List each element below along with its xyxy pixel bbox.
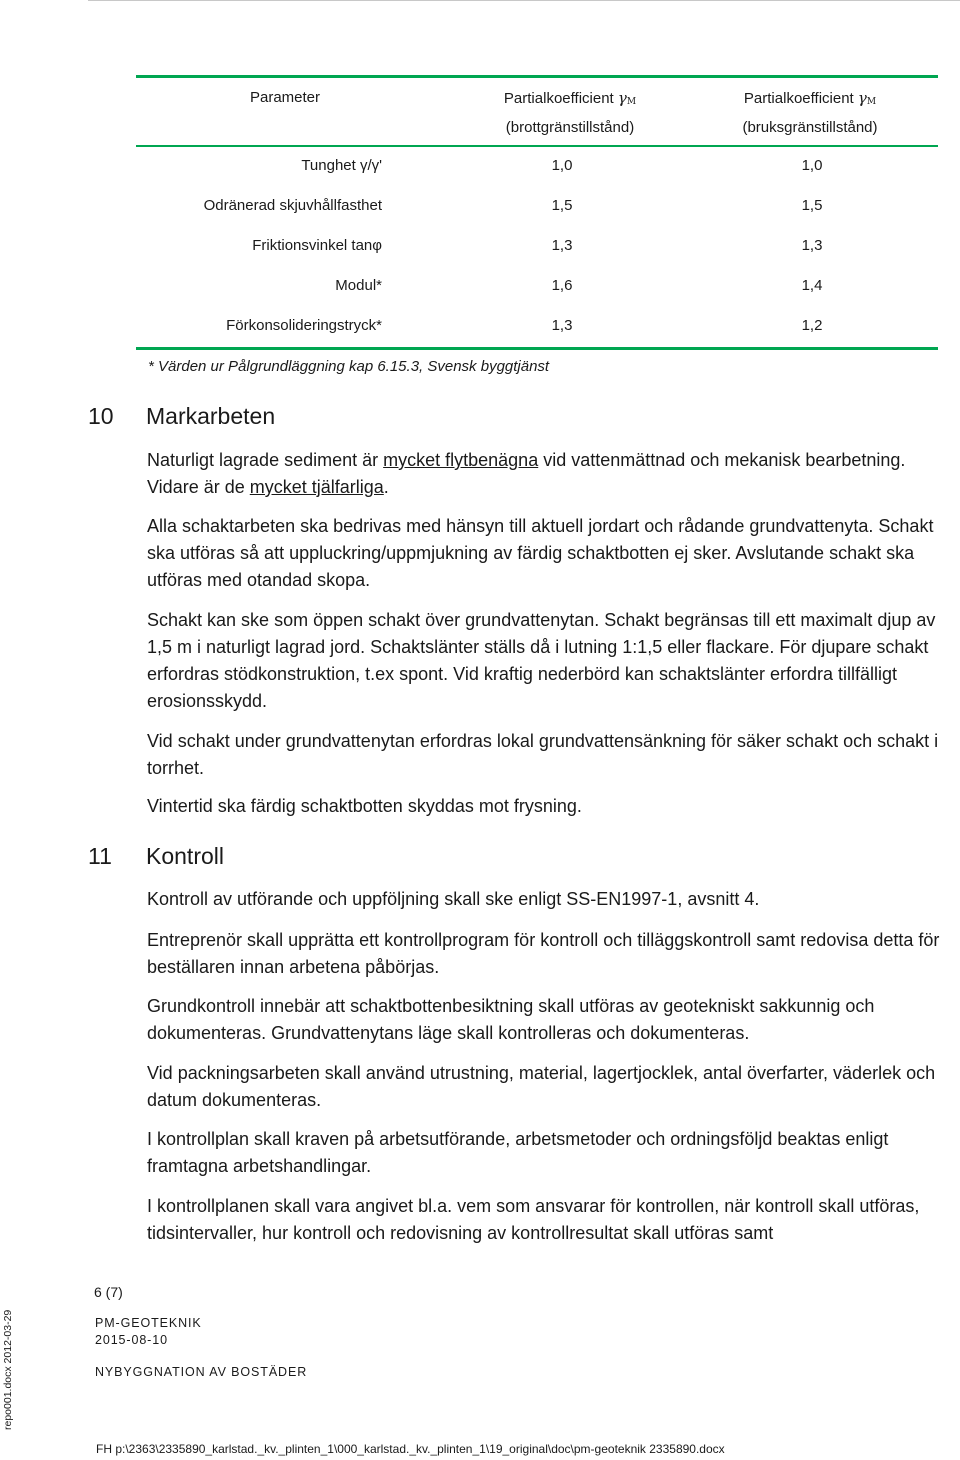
- table-header-rule: [136, 145, 938, 147]
- section-11-paragraph-3: Grundkontroll innebär att schaktbottenbesiktning skall utföras av geotekniskt sakkunnig och dokumenteras. Grundvattenytans läge skall kontrolleras och dokumenteras.: [147, 996, 875, 1043]
- header-col1-sublabel: (brottgränstillstånd): [505, 119, 635, 136]
- section-10-paragraph-4: Vid schakt under grundvattenytan erfordras lokal grundvattensänkning för säker schakt och schakt i torrhet.: [147, 731, 939, 778]
- emphasis-flow: mycket flytbenägna: [383, 450, 539, 470]
- table-bottom-border: [136, 347, 938, 350]
- header-col2-label: Partialkoefficient: [743, 90, 854, 107]
- section-10-number: 10: [88, 403, 114, 429]
- header-col2-sublabel: (bruksgränstillstånd): [742, 119, 878, 136]
- section-11-paragraph-2: Entreprenör skall upprätta ett kontrollprogram för kontroll och tilläggskontroll samt redovisa detta för beställaren innan arbetena påbörjas.: [147, 930, 940, 977]
- top-rule: [88, 0, 960, 1]
- table-row: Förkonsolideringstryck* 1,3 1,2: [226, 317, 823, 334]
- section-11-paragraph-5: I kontrollplan skall kraven på arbetsutförande, arbetsmetoder och ordningsföljd beaktas enligt framtagna arbetshandlingar.: [147, 1129, 889, 1176]
- section-10-paragraph-5: Vintertid ska färdig schaktbotten skyddas mot frysning.: [147, 796, 582, 816]
- footer-date: 2015-08-10: [95, 1333, 168, 1347]
- section-10-paragraph-2: Alla schaktarbeten ska bedrivas med hänsyn till aktuell jordart och rådande grundvattenyta. Schakt ska utföras så att uppluckring/uppmjukning av färdig schaktbotten ej sker. Avslutande schakt ska utföras med otandad skopa.: [147, 516, 934, 590]
- table-top-border: [136, 75, 938, 78]
- header-col2: [710, 85, 910, 141]
- section-11-number: 11: [88, 843, 112, 869]
- section-11-paragraph-4: Vid packningsarbeten skall använd utrustning, material, lagertjocklek, antal överfarter, väderlek och datum dokumenteras.: [147, 1063, 936, 1110]
- section-11-title: Kontroll: [146, 843, 224, 869]
- table-row: Odränerad skjuvhållfasthet 1,5 1,5: [203, 197, 823, 214]
- section-10-paragraph-1: Naturligt lagrade sediment är mycket flytbenägna vid vattenmättnad och mekanisk bearbetning. Vidare är de mycket tjälfarliga.: [147, 450, 906, 497]
- gamma-symbol: $\gamma_M$: [857, 89, 877, 107]
- table-row: Tunghet γ/γ' 1,0 1,0: [301, 157, 823, 174]
- template-label: repo001.docx 2012-03-29: [2, 1309, 14, 1430]
- footer-company: PM-GEOTEKNIK: [95, 1316, 202, 1330]
- table-footnote: * Värden ur Pålgrundläggning kap 6.15.3, Svensk byggtjänst: [148, 358, 550, 375]
- emphasis-frost: mycket tjälfarliga: [249, 477, 384, 497]
- page-number: 6 (7): [94, 1284, 123, 1300]
- section-11-paragraph-6: I kontrollplanen skall vara angivet bl.a. vem som ansvarar för kontrollen, när kontroll skall utföras, tidsintervaller, hur kontroll och redovisning av kontrollresultat skall utföras samt: [147, 1196, 920, 1243]
- section-10-paragraph-3: Schakt kan ske som öppen schakt över grundvattenytan. Schakt begränsas till ett maximalt djup av 1,5 m i naturligt lagrad jord. Schaktslänter ställs då i lutning 1:1,5 eller flackare. För djupare schakt erfordras stödkonstruktion, t.ex spont. Vid kraftig nederbörd kan schaktslänter erfordra tillfälligt erosionsskydd.: [147, 610, 936, 711]
- footer-file-path: FH p:\2363\2335890_karlstad._kv._plinten_1\000_karlstad._kv._plinten_1\19_original\doc\pm-geoteknik 2335890.docx: [96, 1442, 725, 1456]
- section-11-paragraph-1: Kontroll av utförande och uppföljning skall ske enligt SS-EN1997-1, avsnitt 4.: [147, 889, 760, 909]
- section-10-title: Markarbeten: [146, 403, 276, 429]
- footer-project: NYBYGGNATION AV BOSTÄDER: [95, 1365, 308, 1379]
- gamma-symbol: $\gamma_M$: [617, 89, 637, 107]
- table-row: Modul* 1,6 1,4: [335, 277, 823, 294]
- header-col1: [470, 85, 670, 141]
- header-parameter: Parameter: [249, 89, 321, 106]
- header-col1-label: Partialkoefficient: [503, 90, 614, 107]
- table-row: Friktionsvinkel tanφ 1,3 1,3: [252, 237, 823, 254]
